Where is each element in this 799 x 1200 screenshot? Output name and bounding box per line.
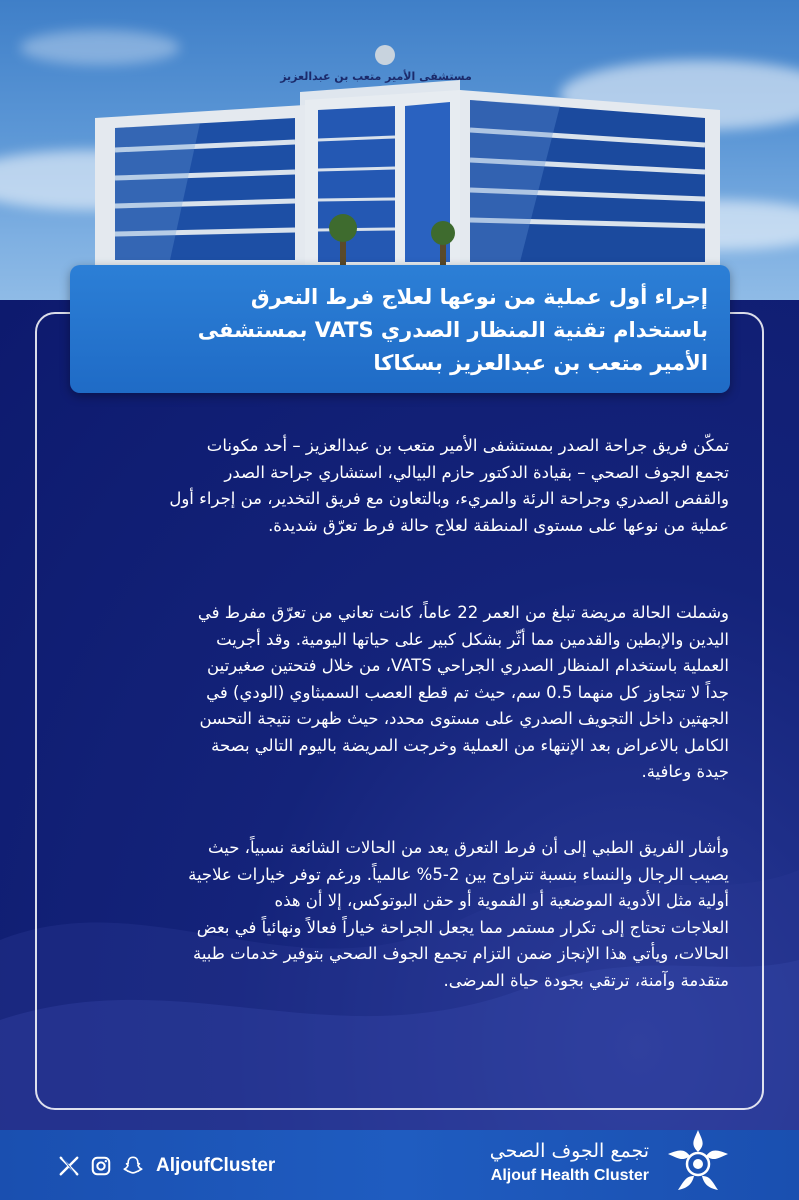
paragraph-line: متقدمة وآمنة، ترتقي بجودة حياة المرضى.: [443, 970, 729, 990]
hospital-building-illustration: [0, 0, 799, 300]
brand-name: [449, 1137, 649, 1187]
social-handle[interactable]: AljoufCluster: [156, 1155, 276, 1176]
paragraph-line: الكامل بالاعراض بعد الإنتهاء من العملية وخرجت المريضة باليوم التالي بصحة: [211, 735, 729, 755]
headline-box: [70, 265, 730, 393]
paragraph-line: اليدين والإبطين والقدمين مما أثّر بشكل كبير على حياتها اليومية. وقد أجريت: [216, 629, 729, 649]
paragraph-context: [59, 835, 729, 994]
paragraph-line: جيدة وعافية.: [641, 762, 729, 781]
paragraph-line: وأشار الفريق الطبي إلى أن فرط التعرق يعد من الحالات الشائعة نسبياً، حيث: [208, 838, 729, 857]
paragraph-line: جداً لا تتجاوز كل منهما 0.5 سم، حيث تم قطع العصب السمبثاوي (الودي) في: [206, 682, 729, 702]
brand-name-arabic: تجمع الجوف الصحي: [489, 1140, 649, 1162]
paragraph-line: العملية باستخدام المنظار الصدري الجراحي VATS، من خلال فتحتين صغيرتين: [207, 656, 729, 675]
headline-line: باستخدام تقنية المنظار الصدري VATS بمستشفى: [197, 318, 708, 342]
paragraph-line: تمكّن فريق جراحة الصدر بمستشفى الأمير متعب بن عبدالعزيز – أحد مكونات: [206, 436, 729, 455]
snapchat-icon[interactable]: [122, 1155, 144, 1177]
hero-photo: [0, 0, 799, 300]
headline-line: الأمير متعب بن عبدالعزيز بسكاكا: [373, 351, 708, 375]
paragraph-line: العلاجات تحتاج إلى تكرار مستمر مما يجعل الجراحة خياراً فعالاً ونهائياً في بعض: [196, 917, 729, 937]
paragraph-line: وشملت الحالة مريضة تبلغ من العمر 22 عاماً، كانت تعاني من تعرّق مفرط في: [197, 603, 729, 622]
brand-name-english: Aljouf Health Cluster: [490, 1167, 649, 1184]
paragraph-case: [59, 600, 729, 786]
paragraph-line: الحالات، ويأتي هذا الإنجاز ضمن التزام تجمع الجوف الصحي بتوفير خدمات طبية: [192, 944, 729, 963]
paragraph-line: أولية مثل الأدوية الموضعية أو الفموية أو حقن البوتوكس، إلا أن هذه: [274, 891, 729, 910]
paragraph-line: الجهتين داخل التجويف الصدري على مستوى محدد، حيث ظهرت نتيجة التحسن: [199, 709, 729, 728]
x-icon[interactable]: [58, 1155, 80, 1177]
paragraph-line: عملية من نوعها على مستوى المنطقة لعلاج حالة فرط تعرّق شديدة.: [268, 515, 729, 535]
building-sign: مستشفى الأمير متعب بن عبدالعزيز: [280, 70, 472, 83]
paragraph-intro: [59, 433, 729, 539]
social-links: [58, 1152, 275, 1180]
paragraph-line: يصيب الرجال والنساء بنسبة تتراوح بين 2-5% عالمياً. ورغم توفر خيارات علاجية: [188, 864, 729, 884]
instagram-icon[interactable]: [90, 1155, 112, 1177]
cluster-logo-icon: [662, 1126, 734, 1198]
paragraph-line: والقفص الصدري وجراحة الرئة والمريء، وبالتعاون مع فريق التخدير، من إجراء أول: [169, 489, 729, 508]
paragraph-line: تجمع الجوف الصحي – بقيادة الدكتور حازم البيالي، استشاري جراحة الصدر: [224, 462, 729, 482]
headline-line: إجراء أول عملية من نوعها لعلاج فرط التعرق: [250, 285, 708, 309]
